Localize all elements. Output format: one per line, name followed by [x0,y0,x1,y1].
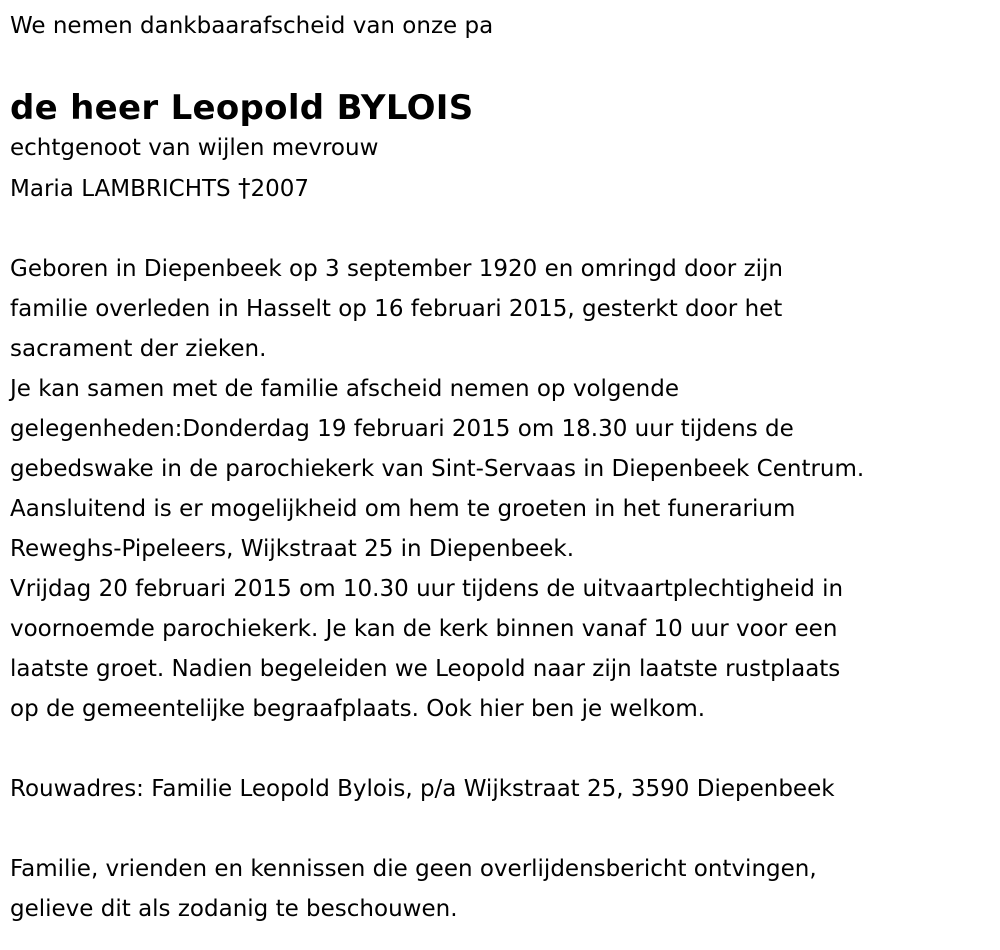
body-line: Geboren in Diepenbeek op 3 september 1920 en omringd door zijn [10,256,784,282]
spouse-year: 2007 [250,176,310,202]
body-line: gelegenheden:Donderdag 19 februari 2015 om 18.30 uur tijdens de [10,416,794,442]
spouse-name: Maria LAMBRICHTS [10,176,231,202]
obituary-notice [10,6,995,929]
spouse-line: echtgenoot van wijlen mevrouw [10,135,379,161]
spacer [10,209,995,249]
body-line: sacrament der zieken. [10,336,267,362]
spouse-name-line [10,168,995,209]
closing-text [10,849,995,929]
deceased-name: de heer Leopold BYLOIS [10,88,474,128]
closing-line: gelieve dit als zodanig te beschouwen. [10,896,458,922]
spacer [10,729,995,769]
body-line: Je kan samen met de familie afscheid nemen op volgende [10,376,679,402]
body-line: Reweghs-Pipeleers, Wijkstraat 25 in Diepenbeek. [10,536,575,562]
mourning-address: Rouwadres: Familie Leopold Bylois, p/a Wijkstraat 25, 3590 Diepenbeek [10,776,835,802]
body-line: op de gemeentelijke begraafplaats. Ook hier ben je welkom. [10,696,706,722]
cross-icon: † [237,173,251,202]
body-line: Vrijdag 20 februari 2015 om 10.30 uur tijdens de uitvaartplechtigheid in [10,576,844,602]
spacer [10,809,995,849]
body-line: gebedswake in de parochiekerk van Sint-Servaas in Diepenbeek Centrum. [10,456,865,482]
notice-body [10,249,995,729]
body-line: voornoemde parochiekerk. Je kan de kerk binnen vanaf 10 uur voor een [10,616,838,642]
body-line: Aansluitend is er mogelijkheid om hem te groeten in het funerarium [10,496,796,522]
body-line: familie overleden in Hasselt op 16 februari 2015, gesterkt door het [10,296,783,322]
body-line: laatste groet. Nadien begeleiden we Leopold naar zijn laatste rustplaats [10,656,841,682]
intro-text: We nemen dankbaarafscheid van onze pa [10,13,494,39]
closing-line: Familie, vrienden en kennissen die geen overlijdensbericht ontvingen, [10,856,817,882]
